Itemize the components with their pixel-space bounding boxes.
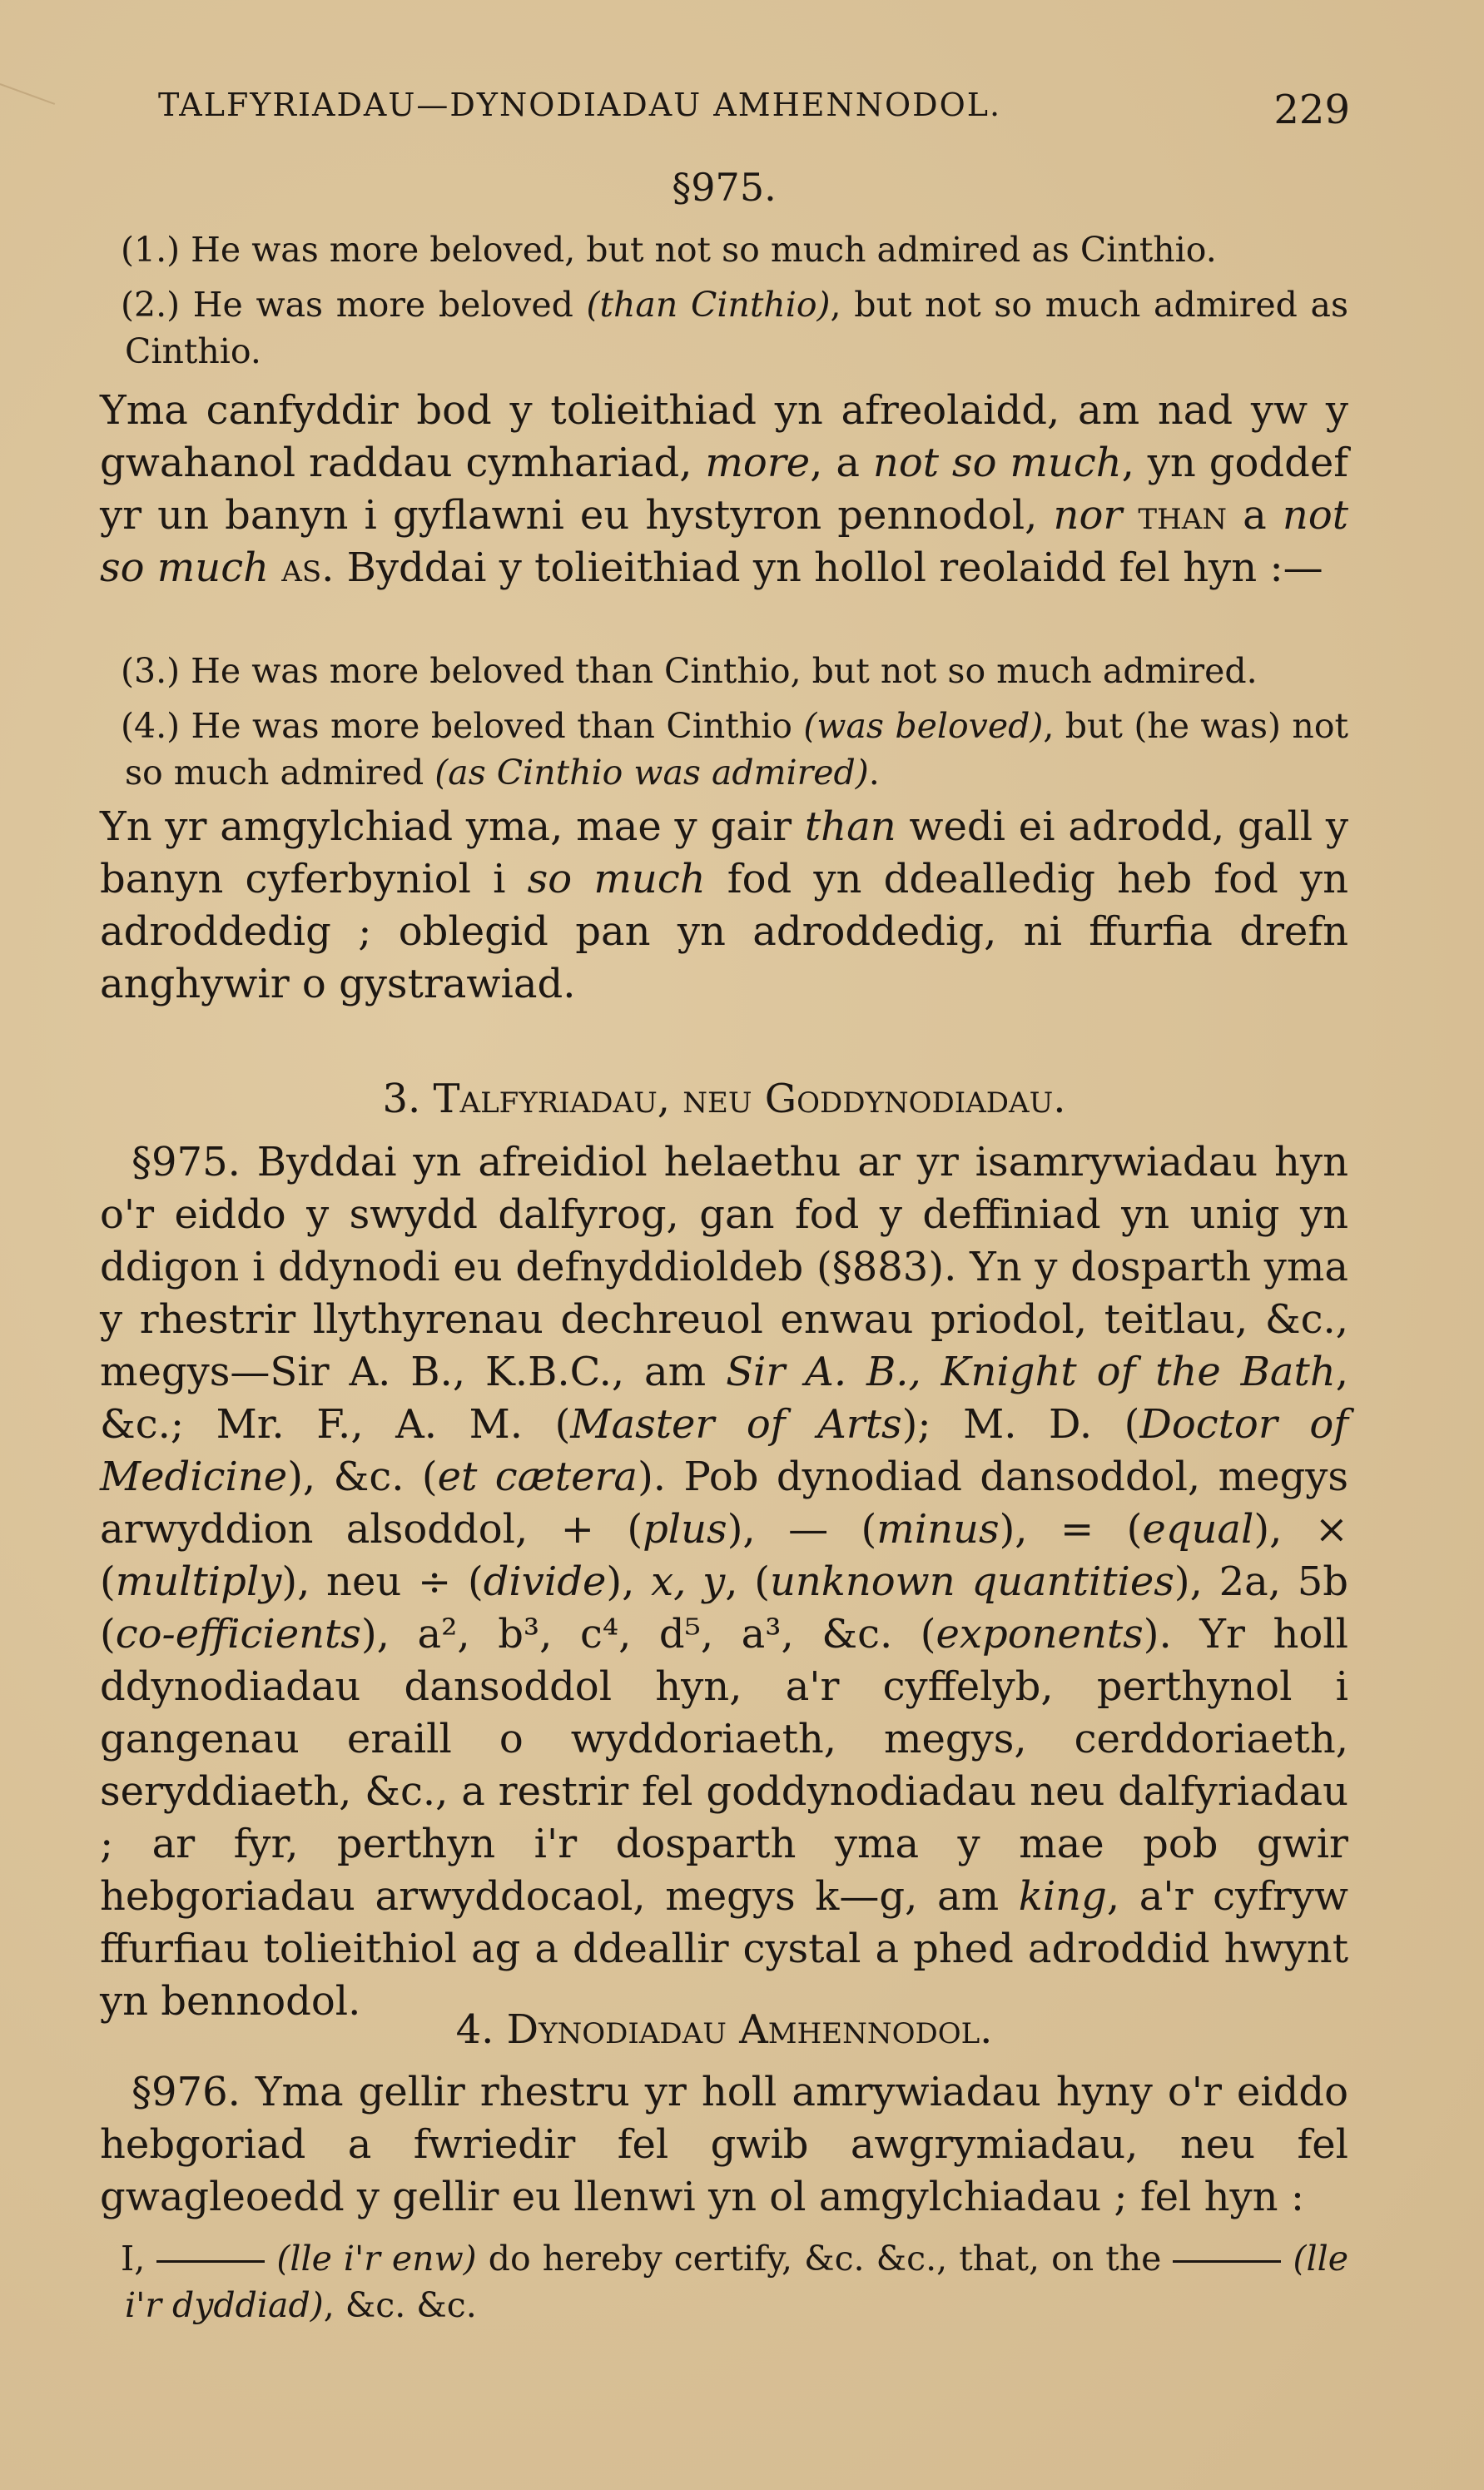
p2-a: Yn yr amgylchiad yma, mae y gair xyxy=(100,803,805,850)
paragraph-3 xyxy=(100,1136,1348,2028)
p1-i1: more xyxy=(705,440,811,486)
example-2 xyxy=(100,281,1348,375)
p1-sc1: than xyxy=(1122,492,1228,539)
ex4-b: , but (he was) not so much admired xyxy=(125,706,1348,793)
ex4-i1: (was beloved) xyxy=(803,706,1044,746)
heading-3: 3. Talfyriadau, neu Goddynodiadau. xyxy=(382,1076,1066,1122)
paragraph-1-text xyxy=(100,385,1348,594)
p3-i12: co-efficients xyxy=(115,1611,361,1658)
p1-i4: not so much xyxy=(100,492,1349,591)
blank-line xyxy=(156,2260,265,2263)
p3-l: , ( xyxy=(725,1558,770,1605)
p3-i14: king xyxy=(1018,1873,1107,1920)
p1-d: a xyxy=(1227,492,1283,539)
p3-i11: unknown quantities xyxy=(769,1558,1174,1605)
example-2-text: (2.) He was more beloved xyxy=(121,285,587,325)
ex5-b: do hereby certify, &c. &c., that, on the xyxy=(476,2239,1174,2279)
heading-4: 4. Dynodiadau Amhennodol. xyxy=(455,2006,993,2053)
p3-i5: plus xyxy=(643,1506,727,1553)
p1-a: Yma canfyddir bod y tolieithiad yn afreolaidd, am nad yw y gwahanol raddau cymhariad, xyxy=(100,387,1348,486)
p3-d: ), &c. ( xyxy=(287,1454,438,1500)
ex5-c: , &c. &c. xyxy=(323,2285,477,2325)
p1-i3: nor xyxy=(1053,492,1123,539)
ex5-i2: (lle i'r dyddiad) xyxy=(125,2239,1348,2325)
p1-c: , yn goddef yr un banyn i gyflawni eu hystyron pennodol, xyxy=(100,440,1349,539)
running-header xyxy=(158,87,1348,133)
ex4-i2: (as Cinthio was admired) xyxy=(434,753,869,793)
p3-i10: x, y xyxy=(651,1558,726,1605)
p3-i13: exponents xyxy=(936,1611,1144,1658)
paragraph-1 xyxy=(100,385,1348,594)
p3-m: ), 2a, 5b ( xyxy=(100,1558,1348,1658)
p1-sc2: as xyxy=(269,544,322,591)
p3-e: ). Pob dynodiad dansoddol, megys arwyddion alsoddol, + ( xyxy=(100,1454,1349,1553)
example-5-block xyxy=(100,2235,1348,2328)
p3-c: ); M. D. ( xyxy=(901,1401,1140,1448)
p3-i8: multiply xyxy=(115,1558,282,1605)
example-2-text-end: , but not so much admired as Cinthio. xyxy=(125,285,1348,371)
paragraph-4-text: §976. Yma gellir rhestru yr holl amrywiadau hyny o'r eiddo hebgoriad a fwriedir fel gwib awgrymiadau, neu fel gwagleoedd y gellir eu llenwi yn ol amgylchiadau ; fel hyn : xyxy=(100,2069,1348,2220)
p3-h: ), × ( xyxy=(100,1506,1348,1605)
ex5-a: I, xyxy=(121,2239,157,2279)
example-4 xyxy=(100,703,1348,796)
example-1: (1.) He was more beloved, but not so much admired as Cinthio. xyxy=(121,230,1217,270)
examples-block-2 xyxy=(100,648,1348,796)
blank-line xyxy=(1173,2260,1281,2263)
page-number: 229 xyxy=(1273,87,1350,133)
p3-i2: Master of Arts xyxy=(570,1401,902,1448)
p3-i6: minus xyxy=(876,1506,1000,1553)
p3-k: ), xyxy=(606,1558,652,1605)
p2-i1: than xyxy=(804,803,896,850)
p2-b: wedi ei adrodd, gall y banyn cyferbyniol i xyxy=(100,803,1349,902)
paragraph-4 xyxy=(100,2066,1348,2224)
p3-f: ), — ( xyxy=(727,1506,877,1553)
examples-block-1 xyxy=(100,226,1348,375)
running-title: TALFYRIADAU—DYNODIADAU AMHENNODOL. xyxy=(158,87,1002,123)
p1-e: . Byddai y tolieithiad yn hollol reolaidd fel hyn :— xyxy=(321,544,1323,591)
p3-b: , &c.; Mr. F., A. M. ( xyxy=(100,1349,1349,1448)
p3-i1: Sir A. B., Knight of the Bath xyxy=(726,1349,1336,1395)
p3-a: §975. Byddai yn afreidiol helaethu ar yr isamrywiadau hyn o'r eiddo y swydd dalfyrog, gan fod y deffiniad yn unig yn ddigon i ddynodi eu defnyddioldeb (§883). Yn y dosparth yma y rhestrir llythyrenau dechreuol enwau priodol, teitlau, &c., megys—Sir A. B., K.B.C., am xyxy=(100,1139,1348,1395)
p2-c: fod yn ddealledig heb fod yn adroddedig ; oblegid pan yn adroddedig, ni ffurfia drefn anghywir o gystrawiad. xyxy=(100,856,1349,1007)
ex4-c: . xyxy=(868,753,880,793)
section-label-975: §975. xyxy=(672,165,777,210)
p3-o: ). Yr holl ddynodiadau dansoddol hyn, a'r cyffelyb, perthynol i gangenau eraill o wyddoriaeth, megys, cerddoriaeth, seryddiaeth, &c., a restrir fel goddynodiadau neu dalfyriadau ; ar fyr, perthyn i'r dosparth yma y mae pob gwir hebgoriadau arwyddocaol, megys k—g, am xyxy=(100,1611,1349,1920)
p3-i7: equal xyxy=(1142,1506,1254,1553)
p3-i4: et cætera xyxy=(437,1454,638,1500)
paragraph-3-text xyxy=(100,1136,1348,2028)
example-3: (3.) He was more beloved than Cinthio, but not so much admired. xyxy=(121,651,1258,691)
p1-i2: not so much xyxy=(872,440,1122,486)
p3-j: ), neu ÷ ( xyxy=(281,1558,484,1605)
page-fold-mark xyxy=(0,83,55,105)
p3-g: ), = ( xyxy=(999,1506,1143,1553)
example-2-italic: (than Cinthio) xyxy=(586,285,831,325)
paragraph-2 xyxy=(100,801,1348,1011)
p3-i9: divide xyxy=(483,1558,607,1605)
p3-i3: Doctor of Medicine xyxy=(100,1401,1348,1500)
p3-p: , a'r cyfryw ffurfiau tolieithiol ag a ddeallir cystal a phed adroddid hwynt yn bennodol. xyxy=(100,1873,1349,2025)
ex5-i1: (lle i'r enw) xyxy=(276,2239,477,2279)
p3-n: ), a², b³, c⁴, d⁵, a³, &c. ( xyxy=(360,1611,936,1658)
p1-b: , a xyxy=(810,440,873,486)
p2-i2: so much xyxy=(527,856,706,902)
example-5 xyxy=(100,2235,1348,2328)
paragraph-2-text xyxy=(100,801,1348,1011)
ex4-a: (4.) He was more beloved than Cinthio xyxy=(121,706,804,746)
